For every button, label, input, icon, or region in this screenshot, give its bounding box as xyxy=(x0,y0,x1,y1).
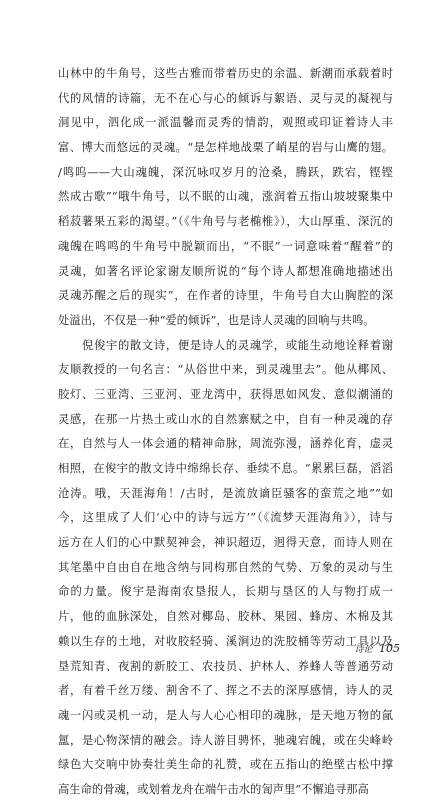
text-line: 远方在人们的心中默契神会，神识超迈，迥得天意，而诗人则在 xyxy=(58,536,393,550)
text-line: 友顺教授的一句名言：“从俗世中来，到灵魂里去”。他从椰风、 xyxy=(58,363,393,377)
page-footer xyxy=(330,642,400,655)
text-line: 赖以生存的土地，对收胶轻骑、溪涧边的洗胶桶等劳动工具以及 xyxy=(58,634,393,648)
text-line: 富、博大而悠远的灵魂。“是怎样地战栗了峭星的岩与山鹰的翅。 xyxy=(58,141,393,155)
section-label: 诗论 xyxy=(354,645,373,655)
text-line: 相照，在俊宇的散文诗中绵绵长存、垂续不息。“累累巨磊，滔滔 xyxy=(58,462,393,475)
text-line: 命的力量。俊宇是海南农垦报人，长期与垦区的人与物打成一 xyxy=(58,585,393,599)
text-line: 处溢出，不仅是一种“爱的倾诉”，也是诗人灵魂的回响与共鸣。 xyxy=(58,313,375,327)
text-line: 洞见中，泗化成一派温馨而灵秀的情韵，观照或印证着诗人丰 xyxy=(58,116,393,130)
text-line: 其笔墨中自由自在地含纳与同构那自然的气势、万象的灵动与生 xyxy=(58,560,393,574)
text-line: 今，这里成了人们‘心中的诗与远方’”（《流梦天涯海角》），诗与 xyxy=(58,511,393,525)
text-line: 高生命的骨魂，或划着龙舟在端午击水的訇声里“不懈追寻那高 xyxy=(58,782,369,796)
text-line: 山林中的牛角号，这些古雅而带着历史的余温、新潮而承载着时 xyxy=(58,67,393,80)
text-line: 灵魂苏醒之后的现实”，在作者的诗里，牛角号自大山胸腔的深 xyxy=(58,289,393,303)
text-line: 然成古歌”“哦牛角号，以不眠的山魂，涨润着五指山坡坡聚集中 xyxy=(58,190,393,204)
text-line: 胶灯、三亚湾、三亚河、亚龙湾中，获得思如风发、意似潮涌的 xyxy=(58,387,393,401)
text-line: 垦荒知青、夜割的新胶工、农技员、护林人、养蜂人等普通劳动 xyxy=(58,659,393,673)
text-line: 灵感，在那一片热土或山水的自然寨赋之中，自有一种灵魂的存 xyxy=(58,412,393,426)
text-line: 魂魄在鸣鸣的牛角号中脱颖而出，“不眠”一词意味着“醒着”的 xyxy=(58,239,393,253)
text-line: 稻菽薯果五彩的渴望。”（《牛角号与老椭椎》），大山厚重、深沉的 xyxy=(58,215,393,229)
text-line: 倪俊宇的散文诗，便是诗人的灵魂学，或能生动地诠释着谢 xyxy=(58,338,393,352)
page-number: 105 xyxy=(379,642,400,655)
text-line: 者，有着千丝万缕、割舍不了、挥之不去的深厚感情，诗人的灵 xyxy=(58,684,393,698)
text-line: 灵魂，如著名评论家谢友顺所说的“每个诗人都想准确地描述出 xyxy=(58,264,393,278)
text-line: 在，自然与人一体会通的精神命脉，周流弥漫，涵养化育，虚灵 xyxy=(58,437,393,451)
body-text xyxy=(58,62,393,803)
text-line: /鸣呜——大山魂魄，深沉咏叹岁月的沧桑，腾跃，跌宕，铿铿 xyxy=(58,165,393,179)
text-line: 绿色大交响中协奏壮美生命的礼赞，或在五指山的绝壁古松中撑 xyxy=(58,758,393,772)
text-line: 片，他的血脉深处，自然对椰岛、胶林、果园、蜂房、木棉及其 xyxy=(58,610,393,624)
text-line: 代的风情的诗篇，无不在心与心的倾诉与絮语、灵与灵的凝视与 xyxy=(58,91,393,105)
text-line: 沧涛。哦，天涯海角！/古时，是流放谪臣骚客的蛮荒之地”“如 xyxy=(58,486,393,500)
text-line: 氲，是心物深情的融会。诗人游目骋怀，驰魂宕魄，或在尖峰岭 xyxy=(58,733,393,747)
text-line: 魂一闪或灵机一动，是人与人心心相印的魂脉，是天地万物的氤 xyxy=(58,708,393,722)
